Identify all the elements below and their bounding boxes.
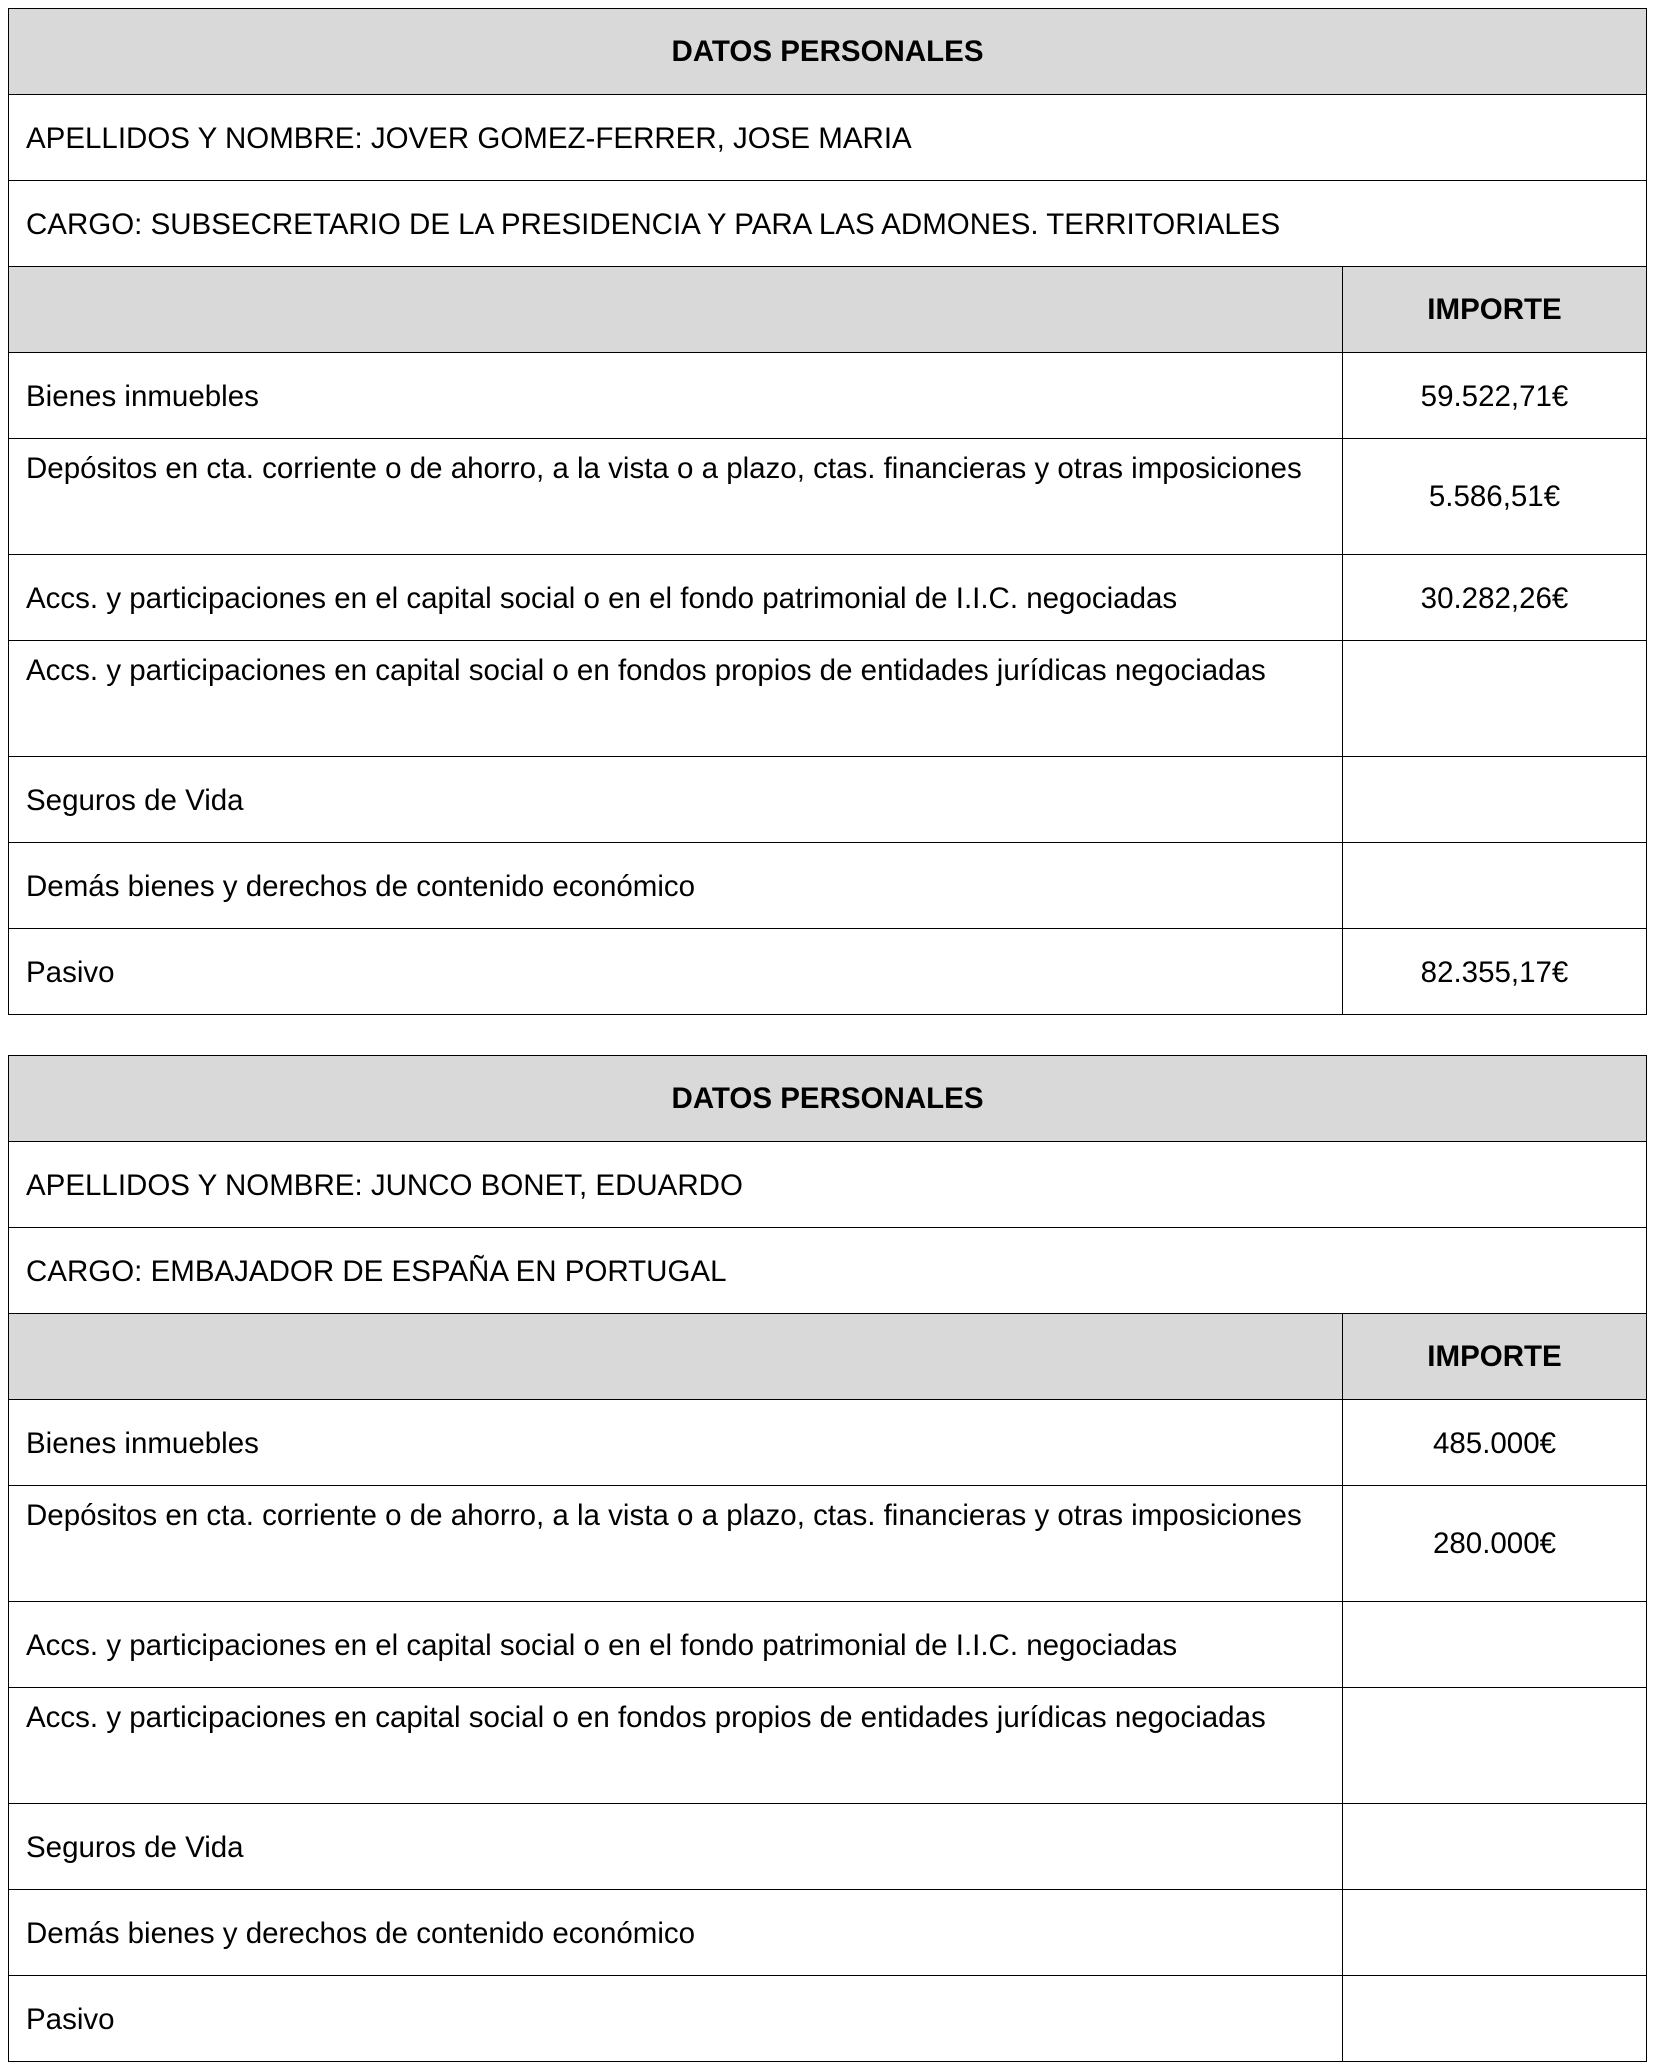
amount-column-header: IMPORTE xyxy=(1343,267,1647,353)
row-amount xyxy=(1343,843,1647,929)
row-amount: 280.000€ xyxy=(1343,1486,1647,1602)
table-row xyxy=(9,1602,1647,1688)
section-title: DATOS PERSONALES xyxy=(9,9,1647,95)
row-amount: 485.000€ xyxy=(1343,1400,1647,1486)
row-label: Seguros de Vida xyxy=(9,1804,1343,1890)
name-line: APELLIDOS Y NOMBRE: JOVER GOMEZ-FERRER, JOSE MARIA xyxy=(9,95,1647,181)
row-label: Accs. y participaciones en el capital social o en el fondo patrimonial de I.I.C. negociadas xyxy=(9,1602,1343,1688)
row-label: Pasivo xyxy=(9,1976,1343,2062)
row-amount: 82.355,17€ xyxy=(1343,929,1647,1015)
table-row xyxy=(9,929,1647,1015)
row-label: Seguros de Vida xyxy=(9,757,1343,843)
table-row xyxy=(9,1976,1647,2062)
table-row xyxy=(9,757,1647,843)
table-row xyxy=(9,555,1647,641)
row-label: Bienes inmuebles xyxy=(9,353,1343,439)
column-header-blank xyxy=(9,1314,1343,1400)
section-title: DATOS PERSONALES xyxy=(9,1056,1647,1142)
column-header-blank xyxy=(9,267,1343,353)
row-amount xyxy=(1343,1890,1647,1976)
row-amount xyxy=(1343,1804,1647,1890)
table-row xyxy=(9,843,1647,929)
row-label: Depósitos en cta. corriente o de ahorro, a la vista o a plazo, ctas. financieras y otras imposiciones xyxy=(9,439,1343,555)
position-line: CARGO: EMBAJADOR DE ESPAÑA EN PORTUGAL xyxy=(9,1228,1647,1314)
row-amount: 30.282,26€ xyxy=(1343,555,1647,641)
table-row xyxy=(9,439,1647,555)
row-label: Demás bienes y derechos de contenido económico xyxy=(9,843,1343,929)
row-label: Accs. y participaciones en el capital social o en el fondo patrimonial de I.I.C. negociadas xyxy=(9,555,1343,641)
table-row xyxy=(9,641,1647,757)
table-row xyxy=(9,1486,1647,1602)
position-line: CARGO: SUBSECRETARIO DE LA PRESIDENCIA Y PARA LAS ADMONES. TERRITORIALES xyxy=(9,181,1647,267)
row-label: Accs. y participaciones en capital social o en fondos propios de entidades jurídicas negociadas xyxy=(9,1688,1343,1804)
row-label: Accs. y participaciones en capital social o en fondos propios de entidades jurídicas negociadas xyxy=(9,641,1343,757)
row-label: Depósitos en cta. corriente o de ahorro, a la vista o a plazo, ctas. financieras y otras imposiciones xyxy=(9,1486,1343,1602)
row-label: Bienes inmuebles xyxy=(9,1400,1343,1486)
table-row xyxy=(9,1688,1647,1804)
table-row xyxy=(9,1890,1647,1976)
declaration-table-jover xyxy=(8,8,1647,1015)
row-label: Pasivo xyxy=(9,929,1343,1015)
name-line: APELLIDOS Y NOMBRE: JUNCO BONET, EDUARDO xyxy=(9,1142,1647,1228)
table-row xyxy=(9,353,1647,439)
row-amount xyxy=(1343,1976,1647,2062)
row-amount xyxy=(1343,1602,1647,1688)
declaration-table-junco xyxy=(8,1055,1647,2062)
row-amount xyxy=(1343,1688,1647,1804)
table-row xyxy=(9,1400,1647,1486)
table-row xyxy=(9,1804,1647,1890)
row-label: Demás bienes y derechos de contenido económico xyxy=(9,1890,1343,1976)
row-amount: 59.522,71€ xyxy=(1343,353,1647,439)
row-amount: 5.586,51€ xyxy=(1343,439,1647,555)
row-amount xyxy=(1343,641,1647,757)
row-amount xyxy=(1343,757,1647,843)
amount-column-header: IMPORTE xyxy=(1343,1314,1647,1400)
